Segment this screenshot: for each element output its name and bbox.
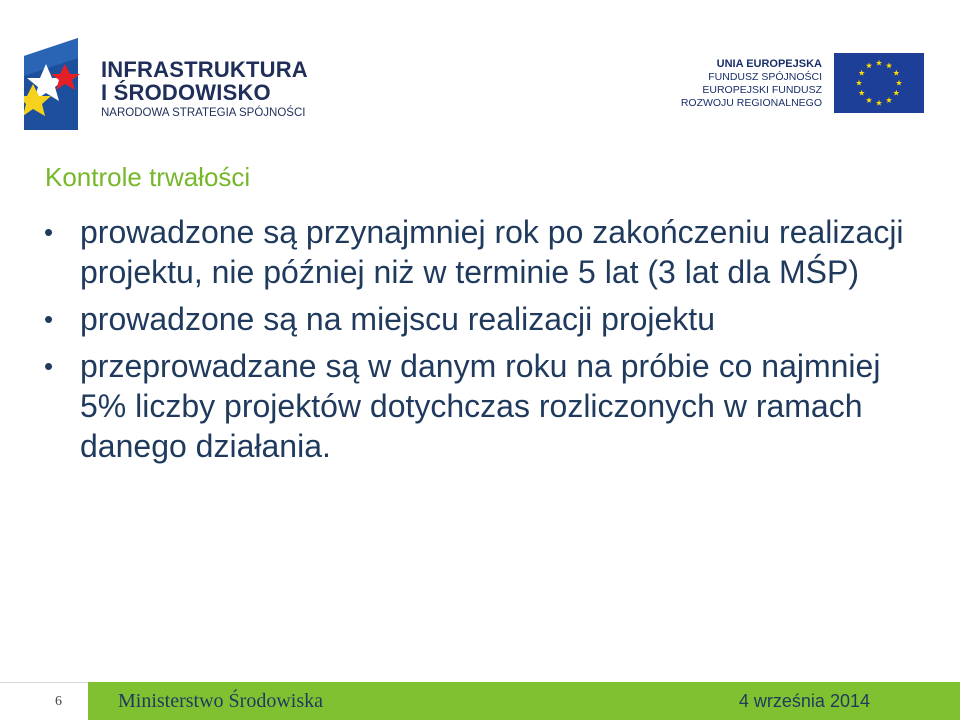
- bullet-item-1: • prowadzone są przynajmniej rok po zakończeniu realizacji projektu, nie później niż w terminie 5 lat (3 lat dla MŚP): [44, 212, 924, 292]
- footer-ministry: Ministerstwo Środowiska: [118, 690, 323, 712]
- eu-label-line1: UNIA EUROPEJSKA: [716, 58, 822, 70]
- page-number: 6: [55, 694, 62, 709]
- eu-flag-icon: [834, 53, 924, 113]
- eu-funds-label: [681, 58, 822, 110]
- eu-label-line4: ROZWOJU REGIONALNEGO: [680, 97, 822, 109]
- nss-logo: [24, 38, 324, 130]
- logo-line-srodowisko: I ŚRODOWISKO: [101, 80, 271, 105]
- eu-label-line3: EUROPEJSKI FUNDUSZ: [702, 84, 822, 96]
- footer-bar: [88, 682, 960, 720]
- eu-label-line2: FUNDUSZ SPÓJNOŚCI: [708, 71, 822, 83]
- footer: [0, 682, 960, 720]
- logo-line-infrastruktura: INFRASTRUKTURA: [101, 57, 308, 82]
- nss-logo-icon: [24, 38, 82, 130]
- bullet-item-3: • przeprowadzane są w danym roku na próbie co najmniej 5% liczby projektów dotychczas rozliczonych w ramach danego działania.: [44, 346, 924, 466]
- bullet-item-2: • prowadzone są na miejscu realizacji projektu: [44, 299, 924, 339]
- footer-date: 4 września 2014: [738, 691, 870, 711]
- nss-logo-text: [101, 58, 308, 121]
- bullet-list: [44, 212, 924, 473]
- logo-line-strategia: NARODOWA STRATEGIA SPÓJNOŚCI: [101, 107, 306, 119]
- page-number-box: [0, 682, 88, 721]
- slide-title: Kontrole trwałości: [45, 162, 251, 192]
